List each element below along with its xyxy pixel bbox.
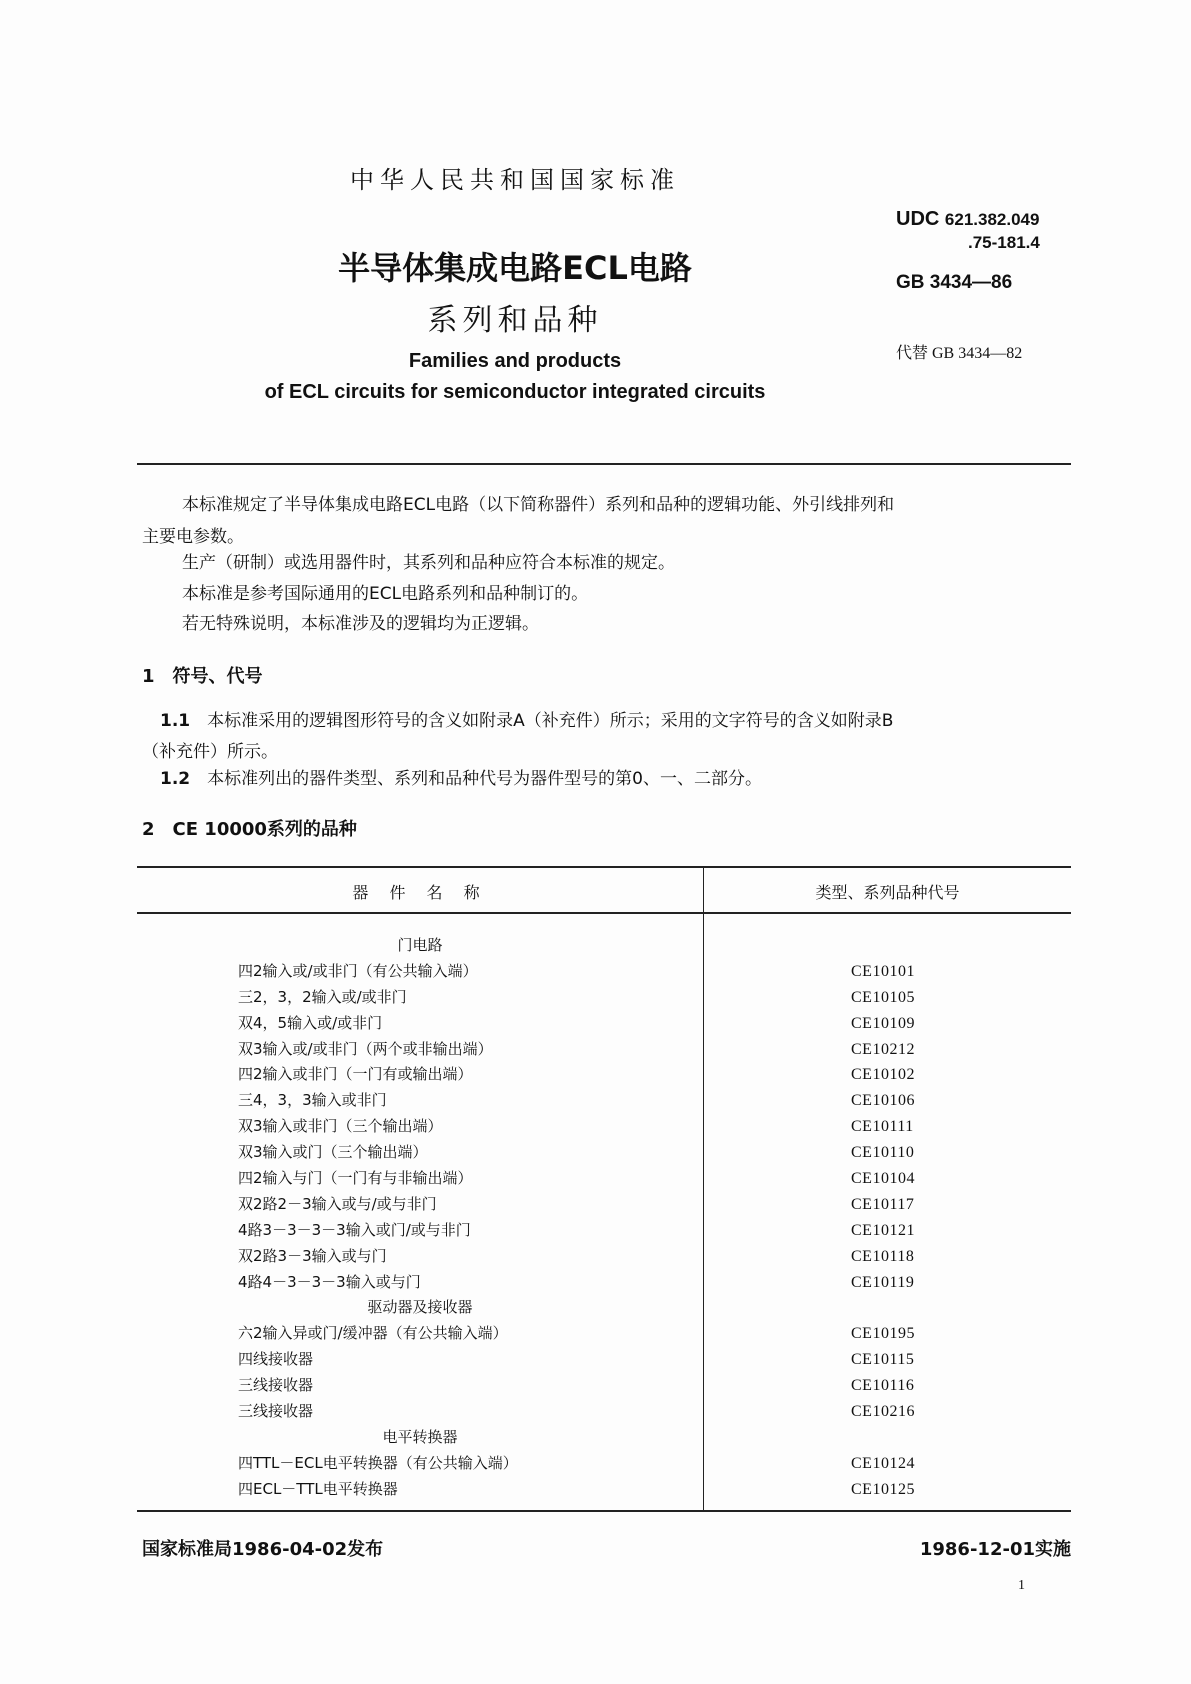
table-row (137, 1192, 1071, 1218)
table-row (137, 1037, 1071, 1063)
clause-1-2: 1.2 本标准列出的器件类型、系列和品种代号为器件型号的第0、一、二部分。 (160, 769, 762, 789)
gb-number: GB 3434—86 (896, 272, 1013, 293)
device-code: CE10104 (851, 1170, 915, 1188)
device-code: CE10101 (851, 962, 915, 980)
device-name: 门电路 (397, 936, 443, 954)
table-body (137, 933, 1071, 1503)
table-row (137, 1270, 1071, 1296)
table-row (137, 1218, 1071, 1244)
device-code: CE10111 (851, 1118, 914, 1136)
table-header-rule (137, 912, 1071, 914)
table-group-heading (137, 1295, 1071, 1321)
device-code: CE10195 (851, 1325, 915, 1343)
device-name: 四线接收器 (238, 1350, 314, 1369)
device-name: 四2输入或/或非门（有公共输入端） (238, 961, 478, 980)
device-code: CE10102 (851, 1066, 915, 1084)
device-name: 双3输入或/或非门（两个或非输出端） (238, 1039, 493, 1058)
table-group-heading (137, 933, 1071, 959)
device-name: 四ECL－TTL电平转换器 (238, 1479, 398, 1498)
udc-code: UDC 621.382.049 (896, 208, 1040, 230)
table-row (137, 1477, 1071, 1503)
device-name: 三线接收器 (238, 1402, 314, 1421)
intro-paragraph: 主要电参数。 (142, 527, 244, 547)
intro-paragraph: 生产（研制）或选用器件时，其系列和品种应符合本标准的规定。 (182, 553, 675, 573)
title-en-line2: of ECL circuits for semiconductor integrated circuits (264, 381, 766, 403)
device-code: CE10121 (851, 1221, 915, 1239)
table-row (137, 985, 1071, 1011)
udc-code-line2: .75-181.4 (968, 233, 1040, 252)
device-code: CE10116 (851, 1377, 915, 1395)
device-code: CE10115 (851, 1351, 915, 1369)
device-name: 双4，5输入或/或非门 (238, 1013, 383, 1032)
table-row (137, 1321, 1071, 1347)
device-code: CE10117 (851, 1195, 915, 1213)
device-name: 六2输入异或门/缓冲器（有公共输入端） (238, 1324, 508, 1343)
device-name: 三2，3，2输入或/或非门 (238, 987, 407, 1006)
effective-date: 1986-12-01实施 (919, 1539, 1071, 1560)
device-name: 4路4－3－3－3输入或与门 (238, 1272, 421, 1291)
table-bottom-rule (137, 1510, 1071, 1512)
device-name: 三4，3，3输入或非门 (238, 1091, 387, 1110)
section-1-heading: 1 符号、代号 (142, 666, 263, 687)
device-name: 电平转换器 (382, 1427, 458, 1446)
intro-paragraph: 本标准规定了半导体集成电路ECL电路（以下简称器件）系列和品种的逻辑功能、外引线排列和 (182, 495, 895, 515)
title-en-line1: Families and products (408, 350, 622, 372)
table-row (137, 1011, 1071, 1037)
device-name: 4路3－3－3－3输入或门/或与非门 (238, 1220, 471, 1239)
header-divider (137, 463, 1071, 465)
device-code: CE10212 (851, 1040, 915, 1058)
table-row (137, 1244, 1071, 1270)
clause-1-1: 1.1 本标准采用的逻辑图形符号的含义如附录A（补充件）所示；采用的文字符号的含义如附录B (160, 711, 894, 731)
intro-paragraph: 本标准是参考国际通用的ECL电路系列和品种制订的。 (182, 584, 589, 604)
device-code: CE10119 (851, 1273, 915, 1291)
clause-1-1-cont: （补充件）所示。 (142, 742, 278, 762)
table-row (137, 1114, 1071, 1140)
national-standard-label: 中华人民共和国国家标准 (350, 166, 680, 194)
device-name: 双2路3－3输入或与门 (238, 1246, 387, 1265)
table-group-heading (137, 1425, 1071, 1451)
table-row (137, 1062, 1071, 1088)
table-row (137, 959, 1071, 985)
table-top-rule (137, 866, 1071, 868)
device-name: 双3输入或门（三个输出端） (238, 1143, 428, 1162)
replaces-standard: 代替 GB 3434—82 (896, 345, 1023, 362)
table-row (137, 1140, 1071, 1166)
table-header-name: 器 件 名 称 (352, 883, 488, 902)
device-name: 双3输入或非门（三个输出端） (238, 1117, 443, 1136)
device-code: CE10125 (851, 1480, 915, 1498)
device-code: CE10109 (851, 1014, 915, 1032)
device-name: 四2输入与门（一门有与非输出端） (238, 1169, 473, 1188)
device-name: 四TTL－ECL电平转换器（有公共输入端） (238, 1453, 518, 1472)
table-row (137, 1399, 1071, 1425)
table-row (137, 1373, 1071, 1399)
device-name: 双2路2－3输入或与/或与非门 (238, 1194, 437, 1213)
table-row (137, 1451, 1071, 1477)
device-code: CE10105 (851, 988, 915, 1006)
title-cn-line2: 系列和品种 (427, 303, 603, 338)
device-code: CE10118 (851, 1247, 915, 1265)
device-name: 三线接收器 (238, 1376, 314, 1395)
device-name: 驱动器及接收器 (367, 1298, 473, 1317)
device-code: CE10106 (851, 1092, 915, 1110)
section-2-heading: 2 CE 10000系列的品种 (142, 819, 357, 840)
table-row (137, 1347, 1071, 1373)
device-name: 四2输入或非门（一门有或输出端） (238, 1065, 473, 1084)
issue-date: 国家标准局1986-04-02发布 (142, 1539, 384, 1560)
table-row (137, 1166, 1071, 1192)
table-header-code: 类型、系列品种代号 (815, 883, 960, 902)
title-cn-line1: 半导体集成电路ECL电路 (338, 249, 692, 287)
intro-paragraph: 若无特殊说明，本标准涉及的逻辑均为正逻辑。 (182, 614, 539, 634)
table-row (137, 1088, 1071, 1114)
device-code: CE10124 (851, 1454, 915, 1472)
page-number: 1 (1018, 1578, 1025, 1593)
device-code: CE10216 (851, 1403, 915, 1421)
device-code: CE10110 (851, 1144, 915, 1162)
